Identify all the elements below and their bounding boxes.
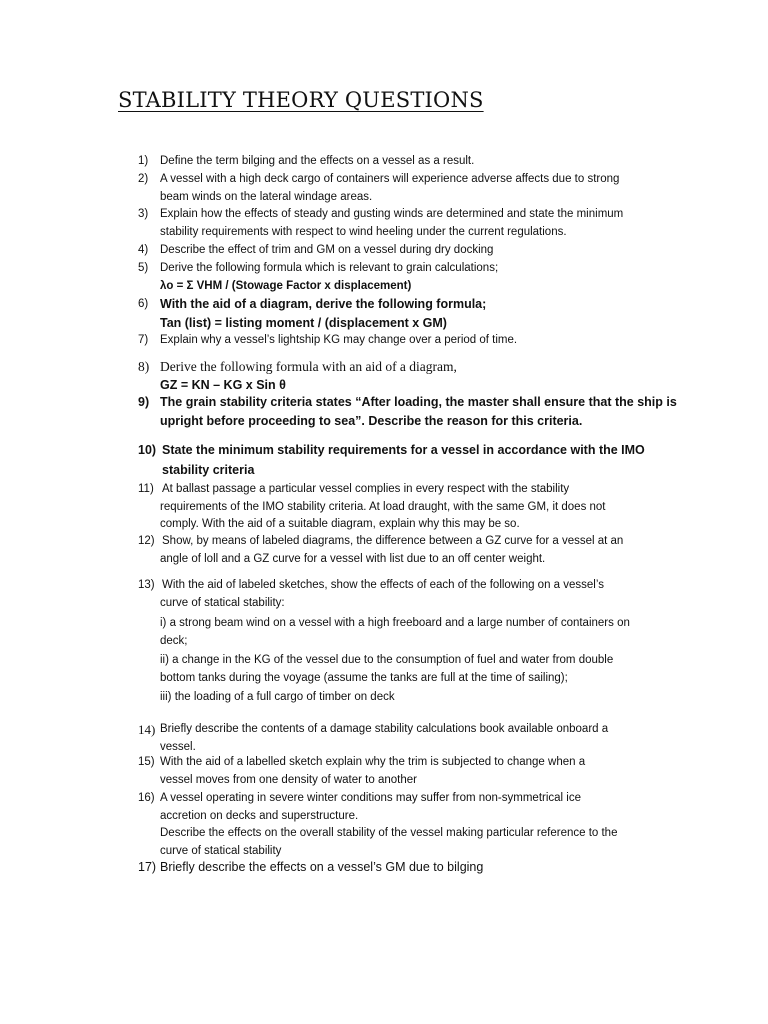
question-text: ii) a change in the KG of the vessel due to the consumption of fuel and water from double <box>160 654 614 666</box>
question-13-part-i <box>138 615 658 650</box>
question-11 <box>138 481 658 534</box>
question-10 <box>138 440 658 480</box>
question-text: Show, by means of labeled diagrams, the difference between a GZ curve for a vessel at an <box>162 535 624 547</box>
question-13-part-ii <box>138 652 658 687</box>
question-number: 16) <box>138 792 155 804</box>
question-number: 10) <box>138 443 157 457</box>
question-text: With the aid of a diagram, derive the following formula; <box>160 297 487 311</box>
formula: λo = Σ VHM / (Stowage Factor x displacement) <box>160 279 412 292</box>
question-text: A vessel with a high deck cargo of containers will experience adverse affects due to strong <box>160 173 620 185</box>
question-text: beam winds on the lateral windage areas. <box>160 190 373 203</box>
question-text: angle of loll and a GZ curve for a vessel with list due to an off center weight. <box>160 552 546 565</box>
question-text: Describe the effect of trim and GM on a vessel during dry docking <box>160 244 494 256</box>
question-text: accretion on decks and superstructure. <box>160 809 359 822</box>
question-17 <box>138 858 658 877</box>
question-number: 13) <box>138 579 155 591</box>
question-number: 4) <box>138 244 149 256</box>
question-number: 12) <box>138 535 155 547</box>
question-text: Briefly describe the effects on a vessel’s GM due to bilging <box>160 860 484 874</box>
question-text: Explain how the effects of steady and gusting winds are determined and state the minimum <box>160 208 624 220</box>
question-14 <box>138 721 658 756</box>
question-text: Describe the effects on the overall stability of the vessel making particular reference to the <box>160 827 618 839</box>
question-number: 14) <box>138 722 156 737</box>
question-text: upright before proceeding to sea”. Describe the reason for this criteria. <box>160 414 583 428</box>
question-text: i) a strong beam wind on a vessel with a high freeboard and a large number of containers on <box>160 617 630 629</box>
question-2 <box>138 171 658 206</box>
question-text: curve of statical stability: <box>160 596 285 609</box>
question-text: stability requirements with respect to wind heeling under the current regulations. <box>160 225 567 238</box>
question-text: curve of statical stability <box>160 844 282 857</box>
page-title: STABILITY THEORY QUESTIONS <box>118 88 484 112</box>
question-number: 7) <box>138 334 149 346</box>
question-13-part-iii <box>138 689 658 707</box>
question-15 <box>138 754 658 789</box>
question-number: 11) <box>138 483 154 495</box>
question-text: iii) the loading of a full cargo of timber on deck <box>160 691 395 703</box>
question-6 <box>138 295 658 333</box>
question-text: At ballast passage a particular vessel complies in every respect with the stability <box>162 483 570 495</box>
question-text: comply. With the aid of a suitable diagram, explain why this may be so. <box>160 518 520 530</box>
question-text: deck; <box>160 634 188 647</box>
question-7 <box>138 332 658 350</box>
question-number: 3) <box>138 208 149 220</box>
question-text: Explain why a vessel’s lightship KG may change over a period of time. <box>160 334 518 346</box>
question-text: Define the term bilging and the effects on a vessel as a result. <box>160 155 475 167</box>
question-4 <box>138 242 658 260</box>
formula: Tan (list) = listing moment / (displacement x GM) <box>160 316 447 330</box>
formula: GZ = KN – KG x Sin θ <box>160 377 286 392</box>
question-number: 17) <box>138 860 157 874</box>
question-text: With the aid of labeled sketches, show the effects of each of the following on a vessel’s <box>162 579 604 591</box>
question-text: A vessel operating in severe winter conditions may suffer from non-symmetrical ice <box>160 792 581 804</box>
question-number: 1) <box>138 155 149 167</box>
question-number: 15) <box>138 756 155 768</box>
question-5 <box>138 260 658 295</box>
question-text: The grain stability criteria states “After loading, the master shall ensure that the ship is <box>160 395 677 409</box>
question-number: 6) <box>138 298 149 310</box>
question-text: requirements of the IMO stability criteria. At load draught, with the same GM, it does not <box>160 500 606 513</box>
question-text: vessel. <box>160 740 196 753</box>
question-text: vessel moves from one density of water to another <box>160 773 417 786</box>
question-text: With the aid of a labelled sketch explain why the trim is subjected to change when a <box>160 756 586 768</box>
question-text: Briefly describe the contents of a damage stability calculations book available onboard a <box>160 723 609 735</box>
question-12 <box>138 533 658 568</box>
question-9 <box>138 393 677 431</box>
question-number: 9) <box>138 395 150 409</box>
question-text: State the minimum stability requirements for a vessel in accordance with the IMO <box>162 443 645 457</box>
question-number: 5) <box>138 262 149 274</box>
question-text: Derive the following formula which is relevant to grain calculations; <box>160 262 499 274</box>
question-number: 2) <box>138 173 149 185</box>
question-3 <box>138 206 658 241</box>
question-number: 8) <box>138 359 150 374</box>
question-text: Derive the following formula with an aid of a diagram, <box>160 359 457 374</box>
question-16 <box>138 790 658 860</box>
question-text: stability criteria <box>162 463 255 477</box>
question-8 <box>138 358 658 395</box>
question-13 <box>138 577 658 612</box>
question-text: bottom tanks during the voyage (assume the tanks are full at the time of sailing); <box>160 671 568 684</box>
question-1 <box>138 153 658 171</box>
